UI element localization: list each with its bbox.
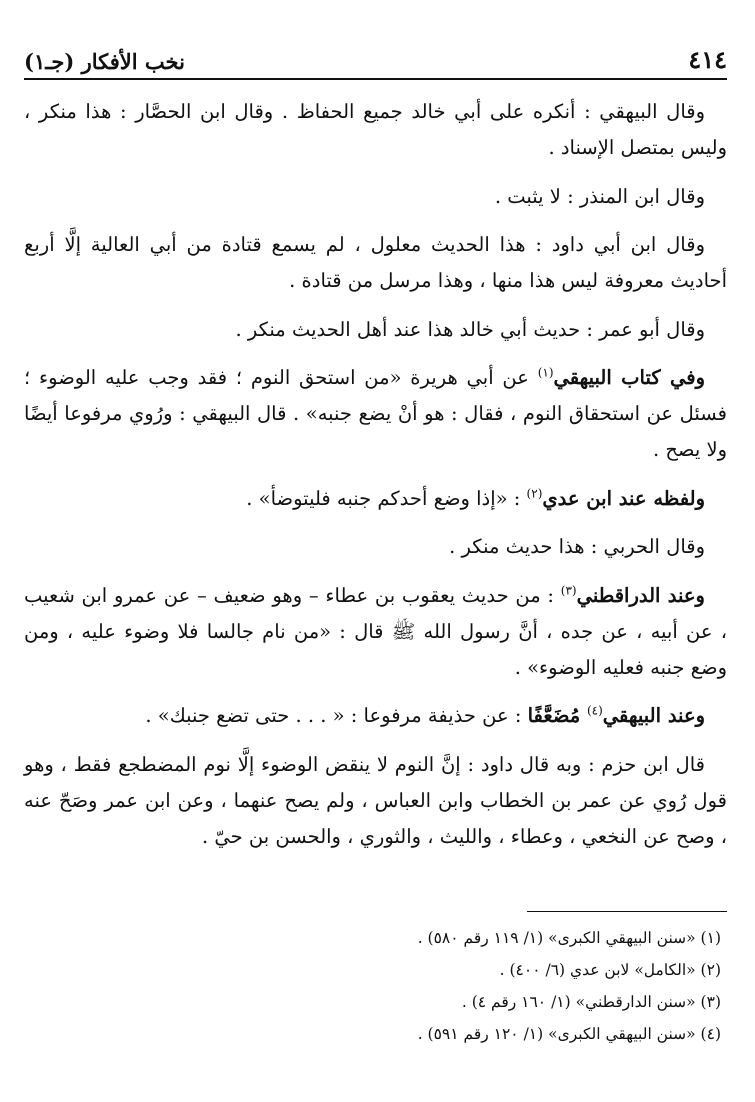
paragraph: وقال البيهقي : أنكره على أبي خالد جميع الحفاظ . وقال ابن الحصَّار : هذا منكر ، وليس بمتصل الإسناد . <box>24 100 727 159</box>
footnote-divider <box>527 911 727 912</box>
paragraph: ولفظه عند ابن عدي$^{(٢)}$ : «إذا وضع أحدكم جنبه فليتوضأ» . <box>246 486 705 510</box>
footnote: (٤) «سنن البيهقي الكبرى» (١/ ١٢٠ رقم ٥٩١) . <box>417 1025 721 1043</box>
footnote-ref: (٤) <box>586 703 603 718</box>
paragraph: وقال ابن المنذر : لا يثبت . <box>494 184 705 208</box>
paragraph: وعند الدراقطني$^{(٣)}$ : من حديث يعقوب بن عطاء – وهو ضعيف – عن عمرو ابن شعيب ، عن أبيه ، عن جده ، أنَّ رسول الله ﷺ قال : «من نام جالسا فلا وضوء عليه ، ومن وضع جنبه فعليه الوضوء» . <box>24 583 727 679</box>
bold-lead: وعند الدراقطني <box>576 583 705 607</box>
footnote-ref: (١) <box>537 365 554 380</box>
main-text <box>24 94 727 867</box>
paragraph: وقال أبو عمر : حديث أبي خالد هذا عند أهل الحديث منكر . <box>235 317 705 341</box>
footnote: (٣) «سنن الدارقطني» (١/ ١٦٠ رقم ٤) . <box>461 993 721 1011</box>
page-number: ٤١٤ <box>688 45 727 74</box>
book-title: نخب الأفكار (جـ١) <box>24 49 185 74</box>
paragraph: وقال ابن أبي داود : هذا الحديث معلول ، لم يسمع قتادة من أبي العالية إلَّا أربع أحاديث معروفة ليس هذا منها ، وهذا مرسل من قتادة . <box>24 233 727 292</box>
page-header <box>24 34 727 80</box>
bold-lead: مُضَعَّفًا <box>527 704 587 727</box>
bold-lead: ولفظه عند ابن عدي <box>542 486 705 510</box>
footnote: (٢) «الكامل» لابن عدي (٦/ ٤٠٠) . <box>499 961 721 979</box>
footnote-ref: (٢) <box>526 486 543 500</box>
bold-lead: وفي كتاب البيهقي <box>553 366 705 389</box>
footnote: (١) «سنن البيهقي الكبرى» (١/ ١١٩ رقم ٥٨٠) . <box>417 929 721 947</box>
paragraph: قال ابن حزم : وبه قال داود : إنَّ النوم لا ينقض الوضوء إلَّا نوم المضطجع فقط ، وهو قول رُوي عن عمر بن الخطاب وابن العباس ، ولم يصح عنهما ، وعن ابن عمر وصَحّ عنه ، وصح عن النخعي ، وعطاء ، والليث ، والثوري ، والحسن بن حيّ . <box>24 752 727 848</box>
paragraph: وعند البيهقي$^{(٤)}$ مُضَعَّفًا : عن حذيفة مرفوعا : « . . . حتى تضع جنبك» . <box>145 703 705 727</box>
paragraph: وفي كتاب البيهقي$^{(١)}$ عن أبي هريرة «من استحق النوم ؛ فقد وجب عليه الوضوء ؛ فسئل عن استحقاق النوم ، فقال : هو أنْ يضع جنبه» . قال البيهقي : ورُوي مرفوعا أيضًا ولا يصح . <box>24 365 727 461</box>
bold-lead: وعند البيهقي <box>602 704 705 727</box>
footnotes <box>24 922 721 1050</box>
paragraph: وقال الحربي : هذا حديث منكر . <box>449 535 705 558</box>
footnote-ref: (٣) <box>560 583 577 597</box>
